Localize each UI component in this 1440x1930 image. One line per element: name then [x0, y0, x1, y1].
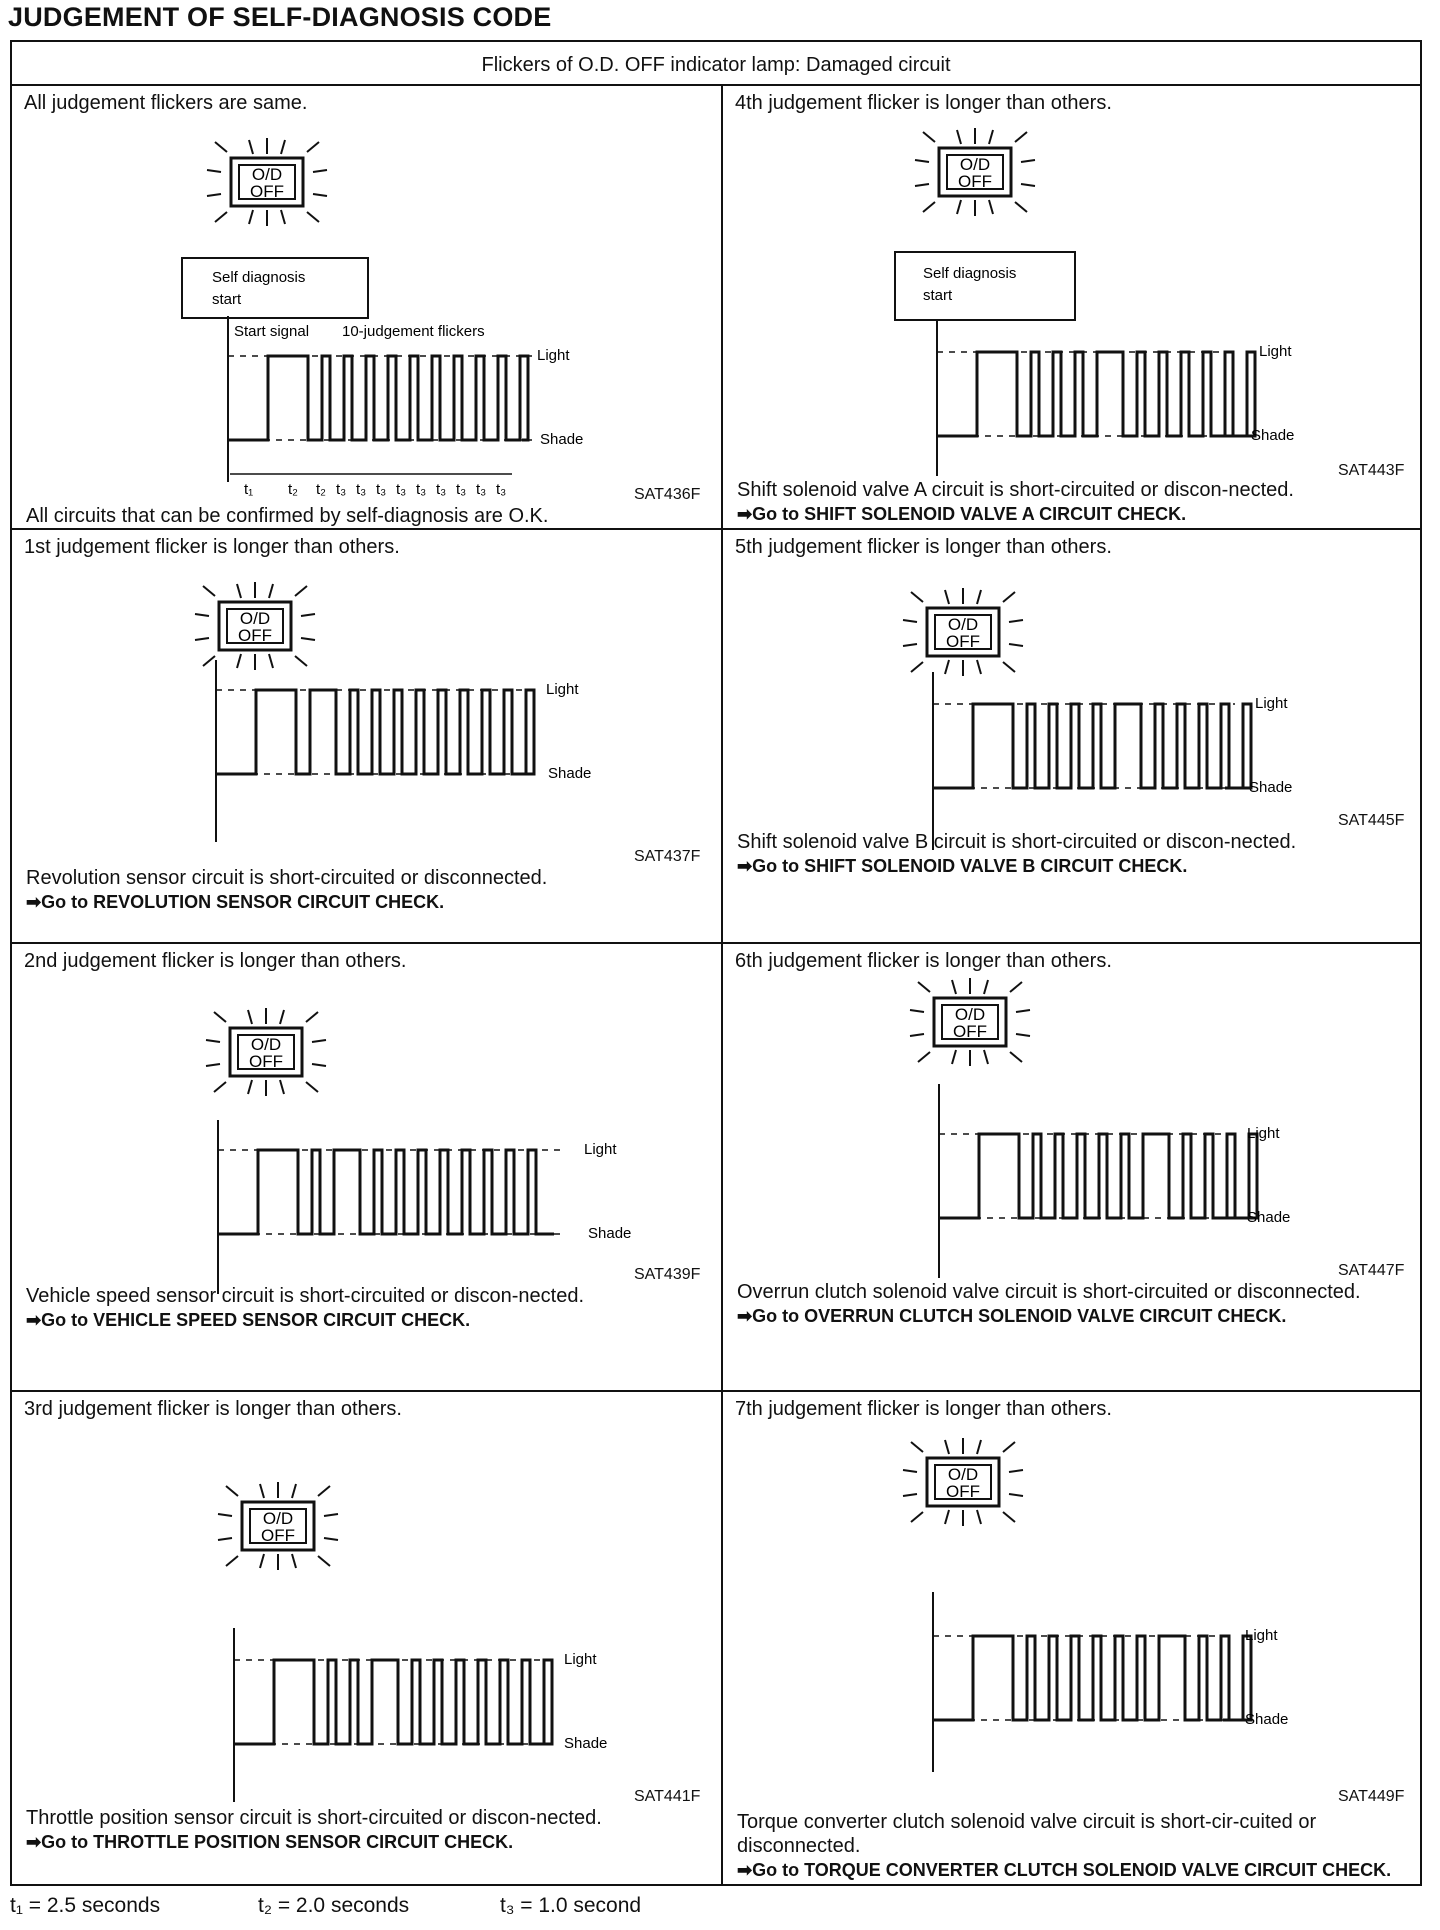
lamp-line2: OFF — [238, 626, 272, 645]
lamp-ray — [306, 1082, 318, 1092]
flicker-diagram — [723, 530, 1422, 942]
flicker-signal — [218, 1150, 554, 1234]
lamp-ray — [281, 140, 285, 154]
lamp-ray — [215, 142, 227, 152]
flicker-signal — [939, 1134, 1257, 1218]
t3-label: t₃ — [376, 481, 387, 498]
cell-description — [26, 1806, 706, 1854]
lamp-ray — [237, 584, 241, 598]
lamp-ray — [989, 200, 993, 214]
cell-all-same — [12, 86, 721, 528]
od-off-lamp-icon — [206, 1008, 326, 1096]
lamp-ray — [307, 142, 319, 152]
shade-label: Shade — [588, 1225, 632, 1242]
od-off-lamp-icon — [903, 1438, 1023, 1526]
flicker-signal — [933, 1636, 1251, 1720]
lamp-ray — [977, 590, 981, 604]
figure-code: SAT443F — [1338, 462, 1405, 479]
lamp-ray — [1003, 592, 1015, 602]
lamp-ray — [1009, 1494, 1023, 1496]
lamp-ray — [301, 638, 315, 640]
lamp-ray — [945, 660, 949, 674]
cell-description — [737, 478, 1387, 526]
lamp-ray — [1015, 132, 1027, 142]
description-text: Vehicle speed sensor circuit is short-circuited or discon-nected. — [26, 1285, 585, 1307]
light-label: Light — [584, 1141, 617, 1158]
flicker-signal — [937, 352, 1255, 436]
table-header: Flickers of O.D. OFF indicator lamp: Damaged circuit — [12, 42, 1420, 86]
lamp-line2: OFF — [249, 1052, 283, 1071]
description-text: Throttle position sensor circuit is short-circuited or discon-nected. — [26, 1807, 602, 1829]
light-label: Light — [537, 347, 570, 364]
lamp-ray — [195, 614, 209, 616]
lamp-line1: O/D — [954, 1005, 986, 1024]
shade-label: Shade — [1249, 779, 1293, 796]
figure-code: SAT436F — [634, 486, 701, 503]
od-off-lamp-icon — [915, 128, 1035, 216]
cell-heading: 2nd judgement flicker is longer than others. — [24, 950, 407, 972]
flicker-signal — [933, 704, 1251, 788]
lamp-ray — [911, 592, 923, 602]
go-to-check-link: ➡Go to THROTTLE POSITION SENSOR CIRCUIT CHECK. — [26, 1832, 514, 1852]
light-label: Light — [564, 1651, 597, 1668]
lamp-ray — [313, 170, 327, 172]
footer-t2: t₂ = 2.0 seconds — [258, 1894, 410, 1917]
lamp-line2: OFF — [261, 1526, 295, 1545]
description-text: Torque converter clutch solenoid valve circuit is short-cir-cuited or disconnected. — [737, 1811, 1317, 1857]
lamp-ray — [1003, 1512, 1015, 1522]
cell-description — [737, 1280, 1387, 1328]
lamp-ray — [911, 662, 923, 672]
start-label: start — [923, 287, 953, 304]
lamp-line1: O/D — [947, 1465, 979, 1484]
t2-label: t₂ — [316, 481, 326, 498]
lamp-line2: OFF — [958, 172, 992, 191]
go-to-check-link: ➡Go to OVERRUN CLUTCH SOLENOID VALVE CIRCUIT CHECK. — [737, 1306, 1287, 1326]
shade-label: Shade — [548, 765, 592, 782]
lamp-ray — [957, 200, 961, 214]
light-label: Light — [1259, 343, 1292, 360]
flicker-signal — [228, 356, 528, 440]
self-diagnosis-label: Self diagnosis — [923, 265, 1017, 282]
lamp-ray — [207, 170, 221, 172]
lamp-ray — [295, 586, 307, 596]
t1-label: t₁ — [244, 481, 254, 498]
cell-7th-flicker — [723, 1392, 1422, 1886]
lamp-ray — [324, 1538, 338, 1540]
t3-label: t₃ — [436, 481, 447, 498]
lamp-ray — [918, 1052, 930, 1062]
lamp-ray — [910, 1034, 924, 1036]
cell-heading: 3rd judgement flicker is longer than others. — [24, 1398, 402, 1420]
cell-6th-flicker — [723, 944, 1422, 1390]
footer-t1: t₁ = 2.5 seconds — [10, 1894, 161, 1917]
lamp-ray — [292, 1554, 296, 1568]
lamp-ray — [249, 140, 253, 154]
lamp-line1: O/D — [239, 609, 271, 628]
lamp-ray — [260, 1554, 264, 1568]
t3-label: t₃ — [456, 481, 467, 498]
lamp-ray — [977, 1440, 981, 1454]
lamp-ray — [312, 1040, 326, 1042]
od-off-lamp-icon — [903, 588, 1023, 676]
flicker-signal — [216, 690, 534, 774]
figure-code: SAT441F — [634, 1788, 701, 1805]
lamp-line1: O/D — [959, 155, 991, 174]
start-label: start — [212, 291, 242, 308]
cell-1st-flicker — [12, 530, 721, 942]
lamp-ray — [301, 614, 315, 616]
lamp-ray — [218, 1538, 232, 1540]
lamp-line2: OFF — [953, 1022, 987, 1041]
lamp-ray — [207, 194, 221, 196]
lamp-ray — [214, 1012, 226, 1022]
lamp-ray — [280, 1080, 284, 1094]
cell-description — [26, 1284, 706, 1332]
lamp-ray — [903, 644, 917, 646]
ten-flickers-label: 10-judgement flickers — [342, 323, 485, 340]
figure-code: SAT439F — [634, 1266, 701, 1283]
lamp-ray — [1003, 1442, 1015, 1452]
lamp-ray — [911, 1442, 923, 1452]
lamp-ray — [203, 656, 215, 666]
lamp-ray — [977, 1510, 981, 1524]
lamp-ray — [910, 1010, 924, 1012]
figure-code: SAT445F — [1338, 812, 1405, 829]
lamp-line1: O/D — [947, 615, 979, 634]
go-to-check-link: ➡Go to SHIFT SOLENOID VALVE A CIRCUIT CHECK. — [737, 504, 1187, 524]
lamp-ray — [989, 130, 993, 144]
description-text: All circuits that can be confirmed by self-diagnosis are O.K. — [26, 505, 549, 527]
t3-label: t₃ — [356, 481, 367, 498]
t3-label: t₃ — [496, 481, 507, 498]
cell-heading: 7th judgement flicker is longer than others. — [735, 1398, 1112, 1420]
lamp-ray — [313, 194, 327, 196]
light-label: Light — [1247, 1125, 1280, 1142]
cell-description — [737, 830, 1387, 878]
shade-label: Shade — [540, 431, 584, 448]
lamp-line2: OFF — [250, 182, 284, 201]
lamp-ray — [269, 654, 273, 668]
go-to-check-link: ➡Go to TORQUE CONVERTER CLUTCH SOLENOID VALVE CIRCUIT CHECK. — [737, 1860, 1392, 1880]
lamp-ray — [903, 1470, 917, 1472]
lamp-ray — [903, 620, 917, 622]
lamp-ray — [923, 202, 935, 212]
flicker-diagram — [723, 86, 1422, 528]
flicker-diagram — [12, 86, 721, 528]
lamp-ray — [977, 660, 981, 674]
cell-heading: 5th judgement flicker is longer than others. — [735, 536, 1112, 558]
cell-2nd-flicker — [12, 944, 721, 1390]
description-text: Shift solenoid valve A circuit is short-circuited or discon-nected. — [737, 479, 1294, 501]
lamp-ray — [1009, 644, 1023, 646]
lamp-ray — [1021, 184, 1035, 186]
lamp-line1: O/D — [251, 165, 283, 184]
lamp-ray — [945, 1440, 949, 1454]
t3-label: t₃ — [476, 481, 487, 498]
go-to-check-link: ➡Go to REVOLUTION SENSOR CIRCUIT CHECK. — [26, 892, 445, 912]
lamp-ray — [915, 184, 929, 186]
page-title: JUDGEMENT OF SELF-DIAGNOSIS CODE — [8, 2, 552, 32]
lamp-ray — [1010, 982, 1022, 992]
lamp-line2: OFF — [946, 632, 980, 651]
lamp-ray — [911, 1512, 923, 1522]
lamp-ray — [306, 1012, 318, 1022]
lamp-ray — [281, 210, 285, 224]
cell-heading: 4th judgement flicker is longer than others. — [735, 92, 1112, 114]
lamp-ray — [248, 1080, 252, 1094]
lamp-ray — [295, 656, 307, 666]
go-to-check-link: ➡Go to VEHICLE SPEED SENSOR CIRCUIT CHECK. — [26, 1310, 471, 1330]
cell-heading: 6th judgement flicker is longer than others. — [735, 950, 1112, 972]
light-label: Light — [546, 681, 579, 698]
shade-label: Shade — [564, 1735, 608, 1752]
t3-label: t₃ — [416, 481, 427, 498]
lamp-line1: O/D — [262, 1509, 294, 1528]
lamp-ray — [312, 1064, 326, 1066]
lamp-ray — [318, 1486, 330, 1496]
od-off-lamp-icon — [195, 582, 315, 670]
lamp-ray — [1003, 662, 1015, 672]
lamp-ray — [206, 1040, 220, 1042]
lamp-ray — [237, 654, 241, 668]
lamp-ray — [1021, 160, 1035, 162]
lamp-ray — [249, 210, 253, 224]
lamp-ray — [1016, 1034, 1030, 1036]
od-off-lamp-icon — [207, 138, 327, 226]
light-label: Light — [1245, 1627, 1278, 1644]
lamp-ray — [269, 584, 273, 598]
description-text: Revolution sensor circuit is short-circuited or disconnected. — [26, 867, 548, 889]
lamp-ray — [215, 212, 227, 222]
cell-4th-flicker — [723, 86, 1422, 528]
cell-description — [26, 866, 706, 914]
lamp-ray — [248, 1010, 252, 1024]
lamp-ray — [203, 586, 215, 596]
lamp-ray — [903, 1494, 917, 1496]
t3-label: t₃ — [336, 481, 347, 498]
lamp-ray — [952, 980, 956, 994]
cell-heading: 1st judgement flicker is longer than others. — [24, 536, 400, 558]
lamp-ray — [957, 130, 961, 144]
shade-label: Shade — [1247, 1209, 1291, 1226]
lamp-ray — [307, 212, 319, 222]
cell-5th-flicker — [723, 530, 1422, 942]
t3-label: t₃ — [396, 481, 407, 498]
cell-heading: All judgement flickers are same. — [24, 92, 308, 114]
lamp-ray — [952, 1050, 956, 1064]
lamp-ray — [918, 982, 930, 992]
go-to-check-link: ➡Go to SHIFT SOLENOID VALVE B CIRCUIT CHECK. — [737, 856, 1188, 876]
od-off-lamp-icon — [910, 978, 1030, 1066]
lamp-ray — [923, 132, 935, 142]
lamp-ray — [260, 1484, 264, 1498]
figure-code: SAT447F — [1338, 1262, 1405, 1279]
lamp-ray — [1010, 1052, 1022, 1062]
lamp-ray — [226, 1556, 238, 1566]
shade-label: Shade — [1251, 427, 1295, 444]
lamp-line1: O/D — [250, 1035, 282, 1054]
lamp-ray — [1009, 1470, 1023, 1472]
lamp-ray — [280, 1010, 284, 1024]
figure-code: SAT437F — [634, 848, 701, 865]
start-signal-label: Start signal — [234, 323, 310, 340]
flicker-signal — [234, 1660, 552, 1744]
lamp-ray — [1015, 202, 1027, 212]
lamp-ray — [915, 160, 929, 162]
lamp-ray — [945, 590, 949, 604]
lamp-ray — [1009, 620, 1023, 622]
self-diagnosis-box — [895, 252, 1075, 320]
od-off-lamp-icon — [218, 1482, 338, 1570]
lamp-ray — [945, 1510, 949, 1524]
lamp-ray — [984, 1050, 988, 1064]
lamp-ray — [214, 1082, 226, 1092]
cell-3rd-flicker — [12, 1392, 721, 1886]
lamp-ray — [195, 638, 209, 640]
description-text: Shift solenoid valve B circuit is short-circuited or discon-nected. — [737, 831, 1297, 853]
lamp-ray — [226, 1486, 238, 1496]
self-diagnosis-label: Self diagnosis — [212, 269, 306, 286]
description-text: Overrun clutch solenoid valve circuit is short-circuited or disconnected. — [737, 1281, 1361, 1303]
lamp-ray — [984, 980, 988, 994]
diagnosis-table — [10, 40, 1422, 1886]
t2-label: t₂ — [288, 481, 298, 498]
cell-description — [737, 1810, 1397, 1882]
self-diagnosis-box — [182, 258, 368, 318]
shade-label: Shade — [1245, 1711, 1289, 1728]
lamp-ray — [1016, 1010, 1030, 1012]
figure-code: SAT449F — [1338, 1788, 1405, 1805]
lamp-line2: OFF — [946, 1482, 980, 1501]
lamp-ray — [318, 1556, 330, 1566]
lamp-ray — [206, 1064, 220, 1066]
light-label: Light — [1255, 695, 1288, 712]
footer-t3: t₃ = 1.0 second — [500, 1894, 642, 1917]
lamp-ray — [218, 1514, 232, 1516]
cell-description — [26, 504, 548, 528]
lamp-ray — [324, 1514, 338, 1516]
lamp-ray — [292, 1484, 296, 1498]
